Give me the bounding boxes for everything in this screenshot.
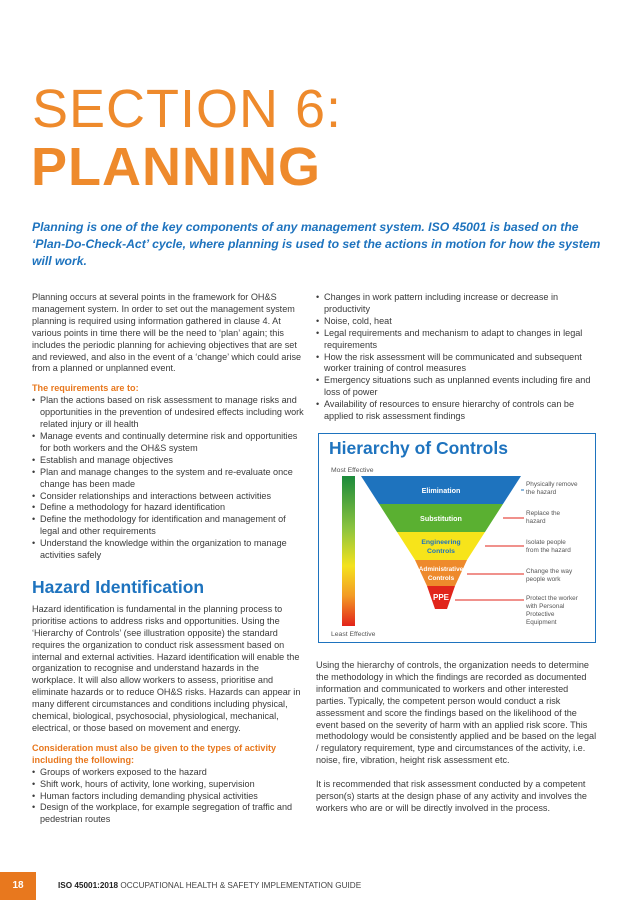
list-item: • Changes in work pattern including increase or decrease in productivity — [316, 292, 596, 316]
list-item: • Define a methodology for hazard identification — [32, 502, 304, 514]
substitution-desc: Replace the — [526, 510, 561, 517]
ppe-desc-4: Equipment — [526, 619, 557, 626]
substitution-desc-2: hazard — [526, 518, 546, 525]
list-item: • Design of the workplace, for example segregation of traffic and pedestrian routes — [32, 802, 304, 826]
hierarchy-of-controls-figure — [318, 433, 596, 643]
list-item: • Availability of resources to ensure hierarchy of controls can be applied to risk assessment findings — [316, 399, 596, 423]
factors-list — [316, 292, 596, 423]
engineering-label: Engineering — [421, 539, 461, 546]
page-footer — [0, 872, 638, 900]
list-item: • Plan the actions based on risk assessment to manage risks and opportunities in the prevention of undesired effects including work related injury or ill health — [32, 395, 304, 431]
list-item: • Manage events and continually determine risk and opportunities for both workers and the OH&S system — [32, 431, 304, 455]
ppe-desc-3: Protective — [526, 611, 555, 618]
page-number: 18 — [0, 872, 36, 900]
engineering-controls-level — [397, 532, 485, 560]
least-effective-label: Least Effective — [331, 631, 376, 638]
footer-doc-code: ISO 45001:2018 — [58, 881, 119, 890]
requirements-heading: The requirements are to: — [32, 383, 139, 394]
list-item: • Groups of workers exposed to the hazard — [32, 767, 304, 779]
right-column — [316, 292, 596, 423]
elimination-desc-2: the hazard — [526, 489, 557, 496]
planning-paragraph: Planning occurs at several points in the framework for OH&S management system. In order to set out the management system planning is required using information gathered in clause 4. At various points in time there will be the need to ‘plan’ again; this includes the periodic planning for achieving objectives that are set and reviewed, and also in the event of a ‘change’ which could arise from a planned or unplanned event. — [32, 292, 302, 374]
hazard-identification-heading: Hazard Identification — [32, 576, 205, 597]
hierarchy-title: Hierarchy of Controls — [329, 438, 508, 458]
list-item: • Noise, cold, heat — [316, 316, 596, 328]
list-item: • Emergency situations such as unplanned events including fire and loss of power — [316, 375, 596, 399]
list-item: • Human factors including demanding physical activities — [32, 791, 304, 803]
list-item: • Shift work, hours of activity, lone working, supervision — [32, 779, 304, 791]
list-item: • Define the methodology for identification and management of legal and other requirements — [32, 514, 304, 538]
hazard-paragraph: Hazard identification is fundamental in the planning process to prioritise actions to address risks and opportunities. Using the ‘Hierarchy of Controls’ (see illustration opposite) the standard requires the organization to conduct risk assessment based on internal and external activities. Hazard identification will enable the organization to recognise and understand hazards in the workplace. It will also allow workers to assess, prioritise and eliminate hazards or to reduce OH&S risks. Hazards can appear in many different circumstances and conditions including physical, chemical, biological, psychosocial, physiological, mechanical, electrical, or those based on movement and energy. — [32, 603, 301, 733]
list-item: • Plan and manage changes to the system and re-evaluate once change has been made — [32, 467, 304, 491]
risk-assessment-paragraph: It is recommended that risk assessment conducted by a competent person(s) starts at the design phase of any activity and involves the workers who are or will be directly involved in the process. — [316, 779, 587, 813]
list-item: • Legal requirements and mechanism to adapt to changes in legal requirements — [316, 328, 596, 352]
list-item: • Establish and manage objectives — [32, 455, 304, 467]
administrative-desc: Change the way — [526, 568, 573, 575]
list-item: • How the risk assessment will be communicated and subsequent worker training of control measures — [316, 352, 596, 376]
left-column — [32, 292, 304, 826]
administrative-label-2: Controls — [427, 575, 455, 582]
hierarchy-paragraph: Using the hierarchy of controls, the organization needs to determine the methodology in which the findings are recorded as documented information and communicated to workers and other interested parties. Typically, the competent person would conduct a risk assessment and score the findings based on the likelihood of the event based on the severity of harm with an applied risk score. This methodology would be consistently applied and be based on the legal / regulatory requirement, type and circumstances of the activity, i.e. noise, fire, vibration, height risk assessment etc. — [316, 660, 597, 766]
elimination-label: Elimination — [421, 486, 461, 495]
engineering-desc-2: from the hazard — [526, 547, 571, 554]
hierarchy-diagram — [319, 434, 597, 644]
section-title: SECTION 6: — [32, 79, 343, 139]
ppe-label: PPE — [432, 593, 450, 602]
most-effective-label: Most Effective — [331, 467, 374, 474]
right-column-text — [316, 660, 598, 815]
consideration-heading: Consideration must also be given to the types of activity including the following: — [32, 742, 277, 765]
intro-paragraph: Planning is one of the key components of any management system. ISO 45001 is based on the ‘Plan-Do-Check-Act’ cycle, where planning is used to set the actions in motion for how the system will work. — [32, 220, 601, 268]
administrative-label: Administrative — [418, 566, 464, 573]
engineering-desc: Isolate people — [526, 539, 566, 546]
consideration-list — [32, 767, 304, 827]
list-item: • Consider relationships and interactions between activities — [32, 491, 304, 503]
section-subtitle: PLANNING — [31, 137, 321, 197]
substitution-label: Substitution — [420, 514, 462, 523]
list-item: • Understand the knowledge within the organization to manage activities safely — [32, 538, 304, 562]
requirements-list — [32, 395, 304, 562]
engineering-label-2: Controls — [427, 548, 455, 555]
footer-doc-title: OCCUPATIONAL HEALTH & SAFETY IMPLEMENTATION GUIDE — [120, 881, 362, 890]
administrative-controls-level — [415, 560, 467, 586]
elimination-desc: Physically remove — [526, 481, 578, 488]
ppe-desc-2: with Personal — [526, 603, 565, 610]
ppe-desc: Protect the worker — [526, 595, 578, 602]
administrative-desc-2: people work — [526, 576, 561, 583]
footer-text — [58, 881, 361, 890]
effectiveness-gradient-bar — [342, 476, 355, 626]
